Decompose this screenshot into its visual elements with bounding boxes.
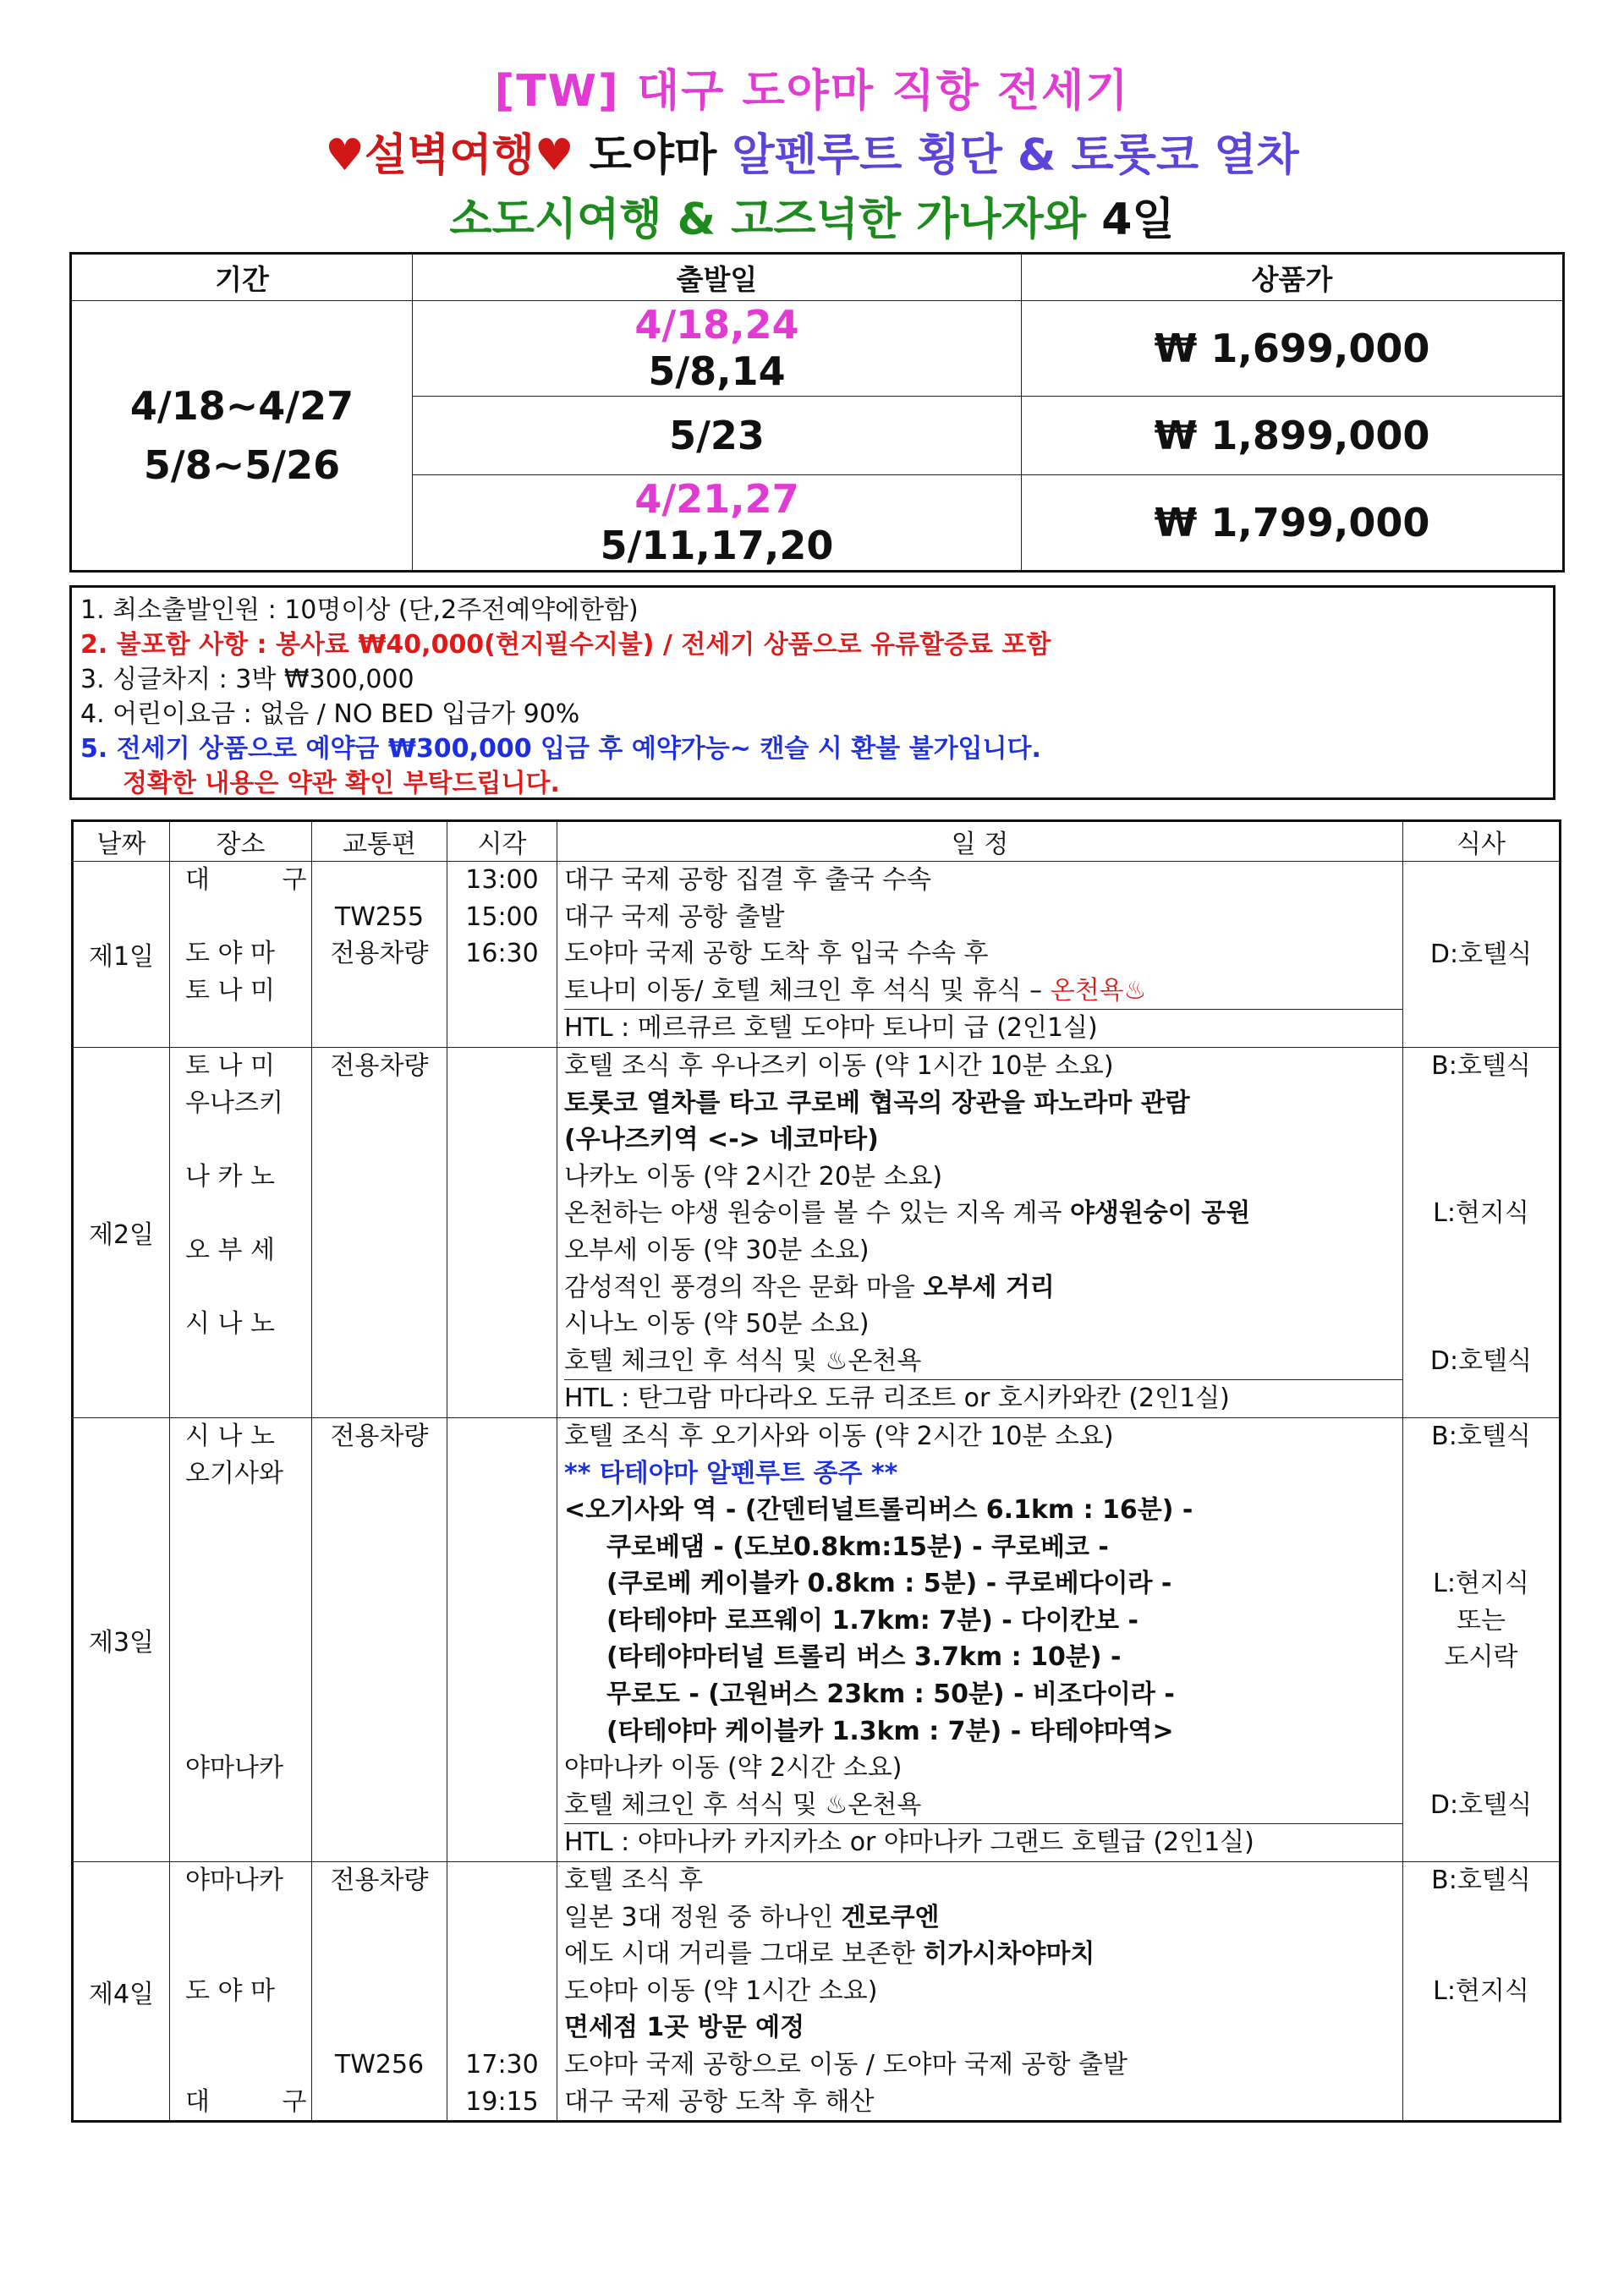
departure-dates-2 xyxy=(413,397,1022,475)
place xyxy=(185,1603,311,1640)
schedule-item: 대구 국제 공항 출발 xyxy=(564,901,785,932)
alpine-route-step: (타테야마 로프웨이 1.7km: 7분) - 다이칸보 - xyxy=(606,1605,1138,1636)
schedule-item: 호텔 조식 후 우나즈키 이동 (약 1시간 10분 소요) xyxy=(564,1050,1114,1081)
place: 도 야 마 xyxy=(185,939,276,969)
meal xyxy=(1403,1676,1559,1713)
schedule-item: 도야마 국제 공항 도착 후 입국 수속 후 xyxy=(564,939,989,969)
header-time: 시각 xyxy=(447,821,557,862)
transport: 전용차량 xyxy=(330,939,429,969)
itinerary-header xyxy=(73,821,1561,862)
alpine-route-step: 쿠로베댐 - (도보0.8km:15분) - 쿠로베코 - xyxy=(606,1532,1109,1562)
place: 도 야 마 xyxy=(185,1975,276,2006)
day-4-row xyxy=(73,1862,1561,2122)
meal: 도시락 xyxy=(1444,1642,1518,1673)
place: 토 나 미 xyxy=(185,975,276,1006)
time-column xyxy=(447,1047,557,1417)
day-2-row xyxy=(73,1047,1561,1417)
schedule-item: 대구 국제 공항 도착 후 해산 xyxy=(564,2086,875,2117)
schedule-item: 대구 국제 공항 집결 후 출국 수속 xyxy=(564,865,931,895)
heart-icon: ♥ xyxy=(325,130,365,181)
meal xyxy=(1403,1159,1559,1196)
time: 15:00 xyxy=(465,901,539,932)
day-3-row xyxy=(73,1417,1561,1861)
place xyxy=(185,1936,311,1973)
title-subtitle: 소도시여행 & 고즈넉한 가나자와 xyxy=(449,195,1087,245)
title-theme: 설벽여행 xyxy=(364,130,535,181)
schedule-item xyxy=(564,1269,1402,1307)
departure-dates-3 xyxy=(413,475,1022,572)
schedule-item: 도야마 국제 공항으로 이동 / 도야마 국제 공항 출발 xyxy=(564,2050,1127,2080)
notes-box xyxy=(69,585,1555,800)
meal xyxy=(1403,1529,1559,1566)
day-label: 제4일 xyxy=(73,1862,170,2122)
place xyxy=(185,1121,311,1159)
meal xyxy=(1403,1269,1559,1307)
place: 대 구 xyxy=(185,2086,339,2117)
time xyxy=(447,1862,557,1899)
header-transport: 교통편 xyxy=(312,821,447,862)
price-table xyxy=(69,252,1565,573)
time-column xyxy=(447,1417,557,1861)
transport xyxy=(312,1973,447,2010)
note-terms: 정확한 내용은 약관 확인 부탁드립니다. xyxy=(123,769,560,798)
time-column xyxy=(447,1862,557,2122)
meal xyxy=(1403,1455,1559,1493)
meal-column xyxy=(1403,1862,1561,2122)
meal xyxy=(1403,1121,1559,1159)
place: 오 부 세 xyxy=(185,1235,276,1265)
alpine-route-step: (타테야마 케이블카 1.3km : 7분) - 타테야마역> xyxy=(606,1716,1174,1746)
hotel-info: HTL : 탄그람 마다라오 도큐 리조트 or 호시카와칸 (2인1실) xyxy=(564,1379,1402,1417)
schedule-column xyxy=(557,1047,1403,1417)
schedule-item: 시나노 이동 (약 50분 소요) xyxy=(564,1309,870,1340)
place xyxy=(185,1639,311,1676)
place xyxy=(185,899,311,936)
time-column xyxy=(447,862,557,1048)
schedule-item xyxy=(564,1936,1402,1973)
schedule-highlight: 면세점 1곳 방문 예정 xyxy=(564,2013,805,2043)
place xyxy=(185,1565,311,1603)
place: 우나즈키 xyxy=(185,1088,283,1118)
header-date: 날짜 xyxy=(73,821,170,862)
place xyxy=(185,1492,311,1529)
meal: B:호텔식 xyxy=(1431,1421,1531,1451)
schedule-item: 호텔 조식 후 xyxy=(564,1866,703,1896)
time xyxy=(447,1936,557,1973)
time xyxy=(447,1899,557,1937)
title-route: 알펜루트 횡단 & 토롯코 열차 xyxy=(732,130,1299,181)
meal xyxy=(1403,2009,1559,2047)
time: 13:00 xyxy=(465,865,539,895)
meal: B:호텔식 xyxy=(1431,1866,1531,1896)
schedule-highlight: 히가시차야마치 xyxy=(923,1939,1095,1970)
transport xyxy=(312,1936,447,1973)
departure-dates-1 xyxy=(413,301,1022,397)
alpine-route-step: (타테야마터널 트롤리 버스 3.7km : 10분) - xyxy=(606,1642,1122,1673)
meal xyxy=(1403,2084,1559,2121)
meal: B:호텔식 xyxy=(1431,1050,1531,1081)
meal xyxy=(1403,1750,1559,1787)
hotel-info: HTL : 메르큐르 호텔 도야마 토나미 급 (2인1실) xyxy=(564,1009,1402,1047)
schedule-column xyxy=(557,1862,1403,2122)
transport xyxy=(312,973,447,1010)
schedule-text: 에도 시대 거리를 그대로 보존한 xyxy=(564,1939,915,1970)
meal: L:현지식 xyxy=(1433,1198,1529,1229)
schedule-item xyxy=(564,1195,1402,1232)
period-may: 5/8~5/26 xyxy=(143,442,341,488)
title-destination: 도야마 xyxy=(589,130,717,181)
title-days: 4일 xyxy=(1101,195,1175,245)
place xyxy=(185,1787,311,1824)
place xyxy=(185,1343,311,1380)
meal xyxy=(1403,1492,1559,1529)
alpine-route-step: <오기사와 역 - (간덴터널트롤리버스 6.1km : 16분) - xyxy=(564,1495,1193,1526)
schedule-column xyxy=(557,862,1403,1048)
transport: 전용차량 xyxy=(330,1050,429,1081)
meal: 또는 xyxy=(1457,1605,1506,1636)
itinerary-table xyxy=(71,819,1561,2123)
meal: D:호텔식 xyxy=(1429,1789,1533,1820)
place: 토 나 미 xyxy=(185,1050,276,1081)
departure-april: 4/21,27 xyxy=(634,476,799,522)
place-column xyxy=(170,1047,312,1417)
transport xyxy=(312,2009,447,2047)
schedule-item: 호텔 조식 후 오기사와 이동 (약 2시간 10분 소요) xyxy=(564,1421,1114,1451)
title-line-2 xyxy=(0,123,1624,188)
place xyxy=(185,1713,311,1751)
transport xyxy=(312,1899,447,1937)
meal: L:현지식 xyxy=(1433,1975,1529,2006)
place: 야마나카 xyxy=(185,1866,283,1896)
meal xyxy=(1403,1713,1559,1751)
schedule-item: 야마나카 이동 (약 2시간 소요) xyxy=(564,1753,903,1784)
transport-column xyxy=(312,1047,447,1417)
note-single-charge: 3. 싱글차지 : 3박 ₩300,000 xyxy=(80,665,414,694)
schedule-text: 일본 3대 정원 중 하나인 xyxy=(564,1902,834,1932)
place: 대 구 xyxy=(185,865,339,895)
flight-number: TW256 xyxy=(334,2050,425,2080)
period-april: 4/18~4/27 xyxy=(129,383,354,429)
schedule-highlight: (우나즈키역 <-> 네코마타) xyxy=(564,1125,879,1155)
meal: D:호텔식 xyxy=(1429,1345,1533,1376)
schedule-item: 나카노 이동 (약 2시간 20분 소요) xyxy=(564,1161,943,1192)
meal xyxy=(1403,1936,1559,1973)
place xyxy=(185,1195,311,1232)
schedule-highlight: 토롯코 열차를 타고 쿠로베 협곡의 장관을 파노라마 관람 xyxy=(564,1088,1190,1118)
price-header-price: 상품가 xyxy=(1022,254,1564,301)
price-2: ₩ 1,899,000 xyxy=(1022,397,1564,475)
meal xyxy=(1403,1232,1559,1269)
time: 17:30 xyxy=(465,2050,539,2080)
place: 오기사와 xyxy=(185,1458,283,1488)
note-deposit: 5. 전세기 상품으로 예약금 ₩300,000 입금 후 예약가능~ 캔슬 시 환불 불가입니다. xyxy=(80,734,1041,764)
flight-number: TW255 xyxy=(334,901,425,932)
price-header-period: 기간 xyxy=(71,254,413,301)
meal-column xyxy=(1403,862,1561,1048)
place: 야마나카 xyxy=(185,1753,283,1784)
place: 시 나 노 xyxy=(185,1309,276,1340)
meal xyxy=(1403,1085,1559,1122)
place: 나 카 노 xyxy=(185,1161,276,1192)
title-line-1: [TW] 대구 도야마 직항 전세기 xyxy=(494,66,1130,117)
transport-column xyxy=(312,1417,447,1861)
header-schedule: 일 정 xyxy=(557,821,1403,862)
schedule-item: 호텔 체크인 후 석식 및 ♨온천욕 xyxy=(564,1345,922,1376)
schedule-item: 도야마 이동 (약 1시간 소요) xyxy=(564,1975,878,2006)
meal-column xyxy=(1403,1417,1561,1861)
price-3: ₩ 1,799,000 xyxy=(1022,475,1564,572)
departure-may: 5/23 xyxy=(669,412,765,458)
departure-may: 5/8,14 xyxy=(648,348,786,394)
price-header-departure: 출발일 xyxy=(413,254,1022,301)
meal-column xyxy=(1403,1047,1561,1417)
day-label: 제1일 xyxy=(73,862,170,1048)
schedule-highlight: ** 타테야마 알펜루트 종주 ** xyxy=(564,1458,898,1488)
time: 16:30 xyxy=(465,939,539,969)
day-label: 제3일 xyxy=(73,1417,170,1861)
heart-icon: ♥ xyxy=(534,130,574,181)
time xyxy=(447,1973,557,2010)
note-child-fare: 4. 어린이요금 : 없음 / NO BED 입금가 90% xyxy=(80,699,580,729)
transport-column xyxy=(312,1862,447,2122)
meal xyxy=(1403,1899,1559,1937)
place xyxy=(185,1269,311,1307)
header-meal: 식사 xyxy=(1403,821,1561,862)
place xyxy=(185,1529,311,1566)
place: 시 나 노 xyxy=(185,1421,276,1451)
time xyxy=(447,973,557,1010)
schedule-item xyxy=(564,1899,1402,1937)
schedule-text: 감성적인 풍경의 작은 문화 마을 xyxy=(564,1272,915,1302)
time xyxy=(447,2009,557,2047)
schedule-text: 토나미 이동/ 호텔 체크인 후 석식 및 휴식 – xyxy=(564,975,1043,1006)
hotel-info: HTL : 야마나카 카지카소 or 야마나카 그랜드 호텔급 (2인1실) xyxy=(564,1823,1402,1861)
schedule-item: 호텔 체크인 후 석식 및 ♨온천욕 xyxy=(564,1789,922,1820)
place xyxy=(185,1899,311,1937)
note-excluded: 2. 불포함 사항 : 봉사료 ₩40,000(현지필수지불) / 전세기 상품으로 유류할증료 포함 xyxy=(80,630,1051,660)
meal: D:호텔식 xyxy=(1429,939,1533,969)
page-title xyxy=(0,59,1624,252)
place xyxy=(185,2009,311,2047)
transport: 전용차량 xyxy=(330,1866,429,1896)
place-column xyxy=(170,862,339,1048)
meal: L:현지식 xyxy=(1433,1569,1529,1599)
schedule-highlight: 오부세 거리 xyxy=(923,1272,1055,1302)
place xyxy=(185,2047,311,2084)
day-label: 제2일 xyxy=(73,1047,170,1417)
travel-period xyxy=(71,301,413,572)
header-place: 장소 xyxy=(170,821,312,862)
schedule-highlight: 야생원숭이 공원 xyxy=(1069,1198,1251,1229)
place-column xyxy=(170,1862,339,2122)
departure-april: 4/18,24 xyxy=(634,302,799,348)
time: 19:15 xyxy=(465,2086,539,2117)
alpine-route-step: 무로도 - (고원버스 23km : 50분) - 비조다이라 - xyxy=(606,1680,1175,1710)
schedule-text: 온천하는 야생 원숭이를 볼 수 있는 지옥 계곡 xyxy=(564,1198,1062,1229)
onsen-icon: 온천욕♨ xyxy=(1050,975,1147,1006)
alpine-route-step: (쿠로베 케이블카 0.8km : 5분) - 쿠로베다이라 - xyxy=(606,1569,1172,1599)
departure-may: 5/11,17,20 xyxy=(600,523,834,568)
schedule-highlight: 겐로쿠엔 xyxy=(841,1902,940,1932)
place-column xyxy=(170,1417,312,1861)
price-1: ₩ 1,699,000 xyxy=(1022,301,1564,397)
title-line-3 xyxy=(0,188,1624,252)
schedule-item xyxy=(564,973,1402,1010)
meal xyxy=(1403,1306,1559,1343)
schedule-item: 오부세 이동 (약 30분 소요) xyxy=(564,1235,870,1265)
meal xyxy=(1403,2047,1559,2084)
day-1-row xyxy=(73,862,1561,1048)
place xyxy=(185,1676,311,1713)
schedule-column xyxy=(557,1417,1403,1861)
transport: 전용차량 xyxy=(330,1421,429,1451)
note-min-people: 1. 최소출발인원 : 10명이상 (단,2주전예약에한함) xyxy=(80,595,639,625)
